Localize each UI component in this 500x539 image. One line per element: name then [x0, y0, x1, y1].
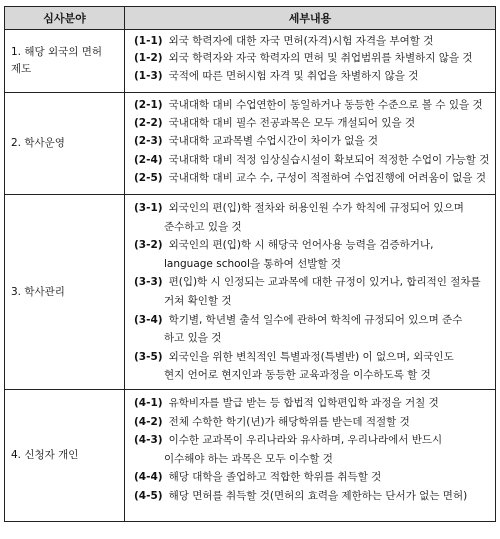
criterion-number: (4-5): [134, 489, 163, 502]
criterion-item: [134, 169, 489, 187]
criterion-number: (3-2): [134, 239, 163, 252]
criterion-number: (2-3): [134, 135, 163, 148]
section-row-3: [5, 195, 496, 390]
criterion-item: [134, 468, 489, 487]
criteria-table: [4, 6, 496, 522]
section-row-2: [5, 93, 496, 195]
criterion-text: 국내대학 대비 수업연한이 동일하거나 동등한 수준으로 볼 수 있을 것: [168, 99, 483, 111]
criterion-number: (3-4): [134, 313, 163, 326]
criterion-number: (4-4): [134, 471, 163, 484]
criterion-number: (2-1): [134, 99, 163, 111]
criterion-item: [134, 114, 489, 132]
criterion-item: [134, 348, 489, 367]
criterion-text: 외국인의 편(입)학 절차와 허용인원 수가 학칙에 규정되어 있으며: [168, 202, 464, 214]
criterion-number: (1-1): [134, 35, 163, 47]
criterion-number: (3-3): [134, 276, 163, 289]
section-name: 1. 해당 외국의 면허 제도: [5, 30, 125, 93]
criterion-text: 외국 학력자와 자국 학력자의 면허 및 취업범위를 차별하지 않을 것: [168, 52, 473, 65]
criterion-text: 학기별, 학년별 출석 일수에 관하여 학칙에 규정되어 있으며 준수: [168, 313, 463, 326]
criterion-text: 국내대학 대비 필수 전공과목은 모두 개설되어 있을 것: [168, 117, 416, 130]
criterion-number: (4-1): [134, 397, 163, 409]
criterion-item: [134, 311, 489, 330]
criterion-text-continued: language school을 통하여 선발할 것: [164, 257, 342, 270]
criterion-number: (1-3): [134, 69, 163, 82]
criterion-text: 이수한 교과목이 우리나라와 유사하며, 우리나라에서 반드시: [168, 434, 443, 447]
criterion-item: [134, 50, 489, 67]
section-row-4: [5, 390, 496, 522]
criterion-number: (2-5): [134, 171, 163, 184]
section-details: [125, 195, 496, 390]
criterion-item: [134, 96, 489, 114]
criterion-item: [134, 199, 489, 218]
criterion-text: 국내대학 대비 교수 수, 구성이 적절하여 수업진행에 어려움이 없을 것: [168, 171, 486, 184]
criterion-item: [134, 151, 489, 169]
criterion-number: (4-2): [134, 415, 163, 428]
criterion-text: 국내대학 교과목별 수업시간이 차이가 없을 것: [168, 135, 378, 148]
criterion-item: [134, 273, 489, 292]
criterion-text-continued: 이수해야 하는 과목은 모두 이수할 것: [164, 452, 333, 465]
criterion-text-continued: 현지 언어로 현지인과 동등한 교육과정을 이수하도록 할 것: [164, 369, 431, 382]
section-details: [125, 93, 496, 195]
criterion-number: (2-2): [134, 117, 163, 130]
criterion-number: (2-4): [134, 153, 163, 166]
header-row: [5, 7, 496, 30]
criterion-text: 외국인의 편(입)학 시 해당국 언어사용 능력을 검증하거나,: [168, 239, 434, 252]
section-name: 4. 신청자 개인: [5, 390, 125, 522]
criterion-item: [134, 431, 489, 450]
criterion-item: [134, 132, 489, 150]
section-name: 3. 학사관리: [5, 195, 125, 390]
criterion-item: [134, 236, 489, 255]
criterion-item: [134, 394, 489, 413]
criterion-number: (3-5): [134, 350, 163, 363]
criterion-text: 전체 수학한 학기(년)가 해당학위를 받는데 적절할 것: [168, 415, 410, 428]
criterion-text-continued: 준수하고 있을 것: [164, 220, 242, 233]
criterion-text-continued: 거쳐 확인할 것: [164, 294, 232, 307]
criterion-item: [134, 487, 489, 506]
criterion-item: [134, 413, 489, 432]
section-row-1: [5, 30, 496, 93]
criterion-text-continued: 하고 있을 것: [164, 332, 222, 345]
criterion-item: [134, 33, 489, 50]
header-category: 심사분야: [5, 7, 125, 30]
section-name: 2. 학사운영: [5, 93, 125, 195]
criterion-text: 편(입)학 시 인정되는 교과목에 대한 규정이 있거나, 합리적인 절차를: [168, 276, 481, 289]
section-details: [125, 390, 496, 522]
criterion-item: [134, 68, 489, 85]
criterion-number: (3-1): [134, 202, 163, 214]
criterion-number: (4-3): [134, 434, 163, 447]
criterion-text: 유학비자를 발급 받는 등 합법적 입학편입학 과정을 거칠 것: [168, 397, 439, 409]
header-details: 세부내용: [125, 7, 496, 30]
criterion-text: 외국 학력자에 대한 자국 면허(자격)시험 자격을 부여할 것: [168, 35, 434, 47]
section-details: [125, 30, 496, 93]
criterion-text: 해당 면허를 취득할 것(면허의 효력을 제한하는 단서가 없는 면허): [168, 489, 468, 502]
criterion-number: (1-2): [134, 52, 163, 65]
criterion-text: 국내대학 대비 적정 임상실습시설이 확보되어 적정한 수업이 가능할 것: [168, 153, 489, 166]
criterion-text: 외국인을 위한 변칙적인 특별과정(특별반) 이 없으며, 외국인도: [168, 350, 454, 363]
criterion-text: 국적에 따른 면허시험 자격 및 취업을 차별하지 않을 것: [168, 69, 419, 82]
criterion-text: 해당 대학을 졸업하고 적합한 학위를 취득할 것: [168, 471, 382, 484]
